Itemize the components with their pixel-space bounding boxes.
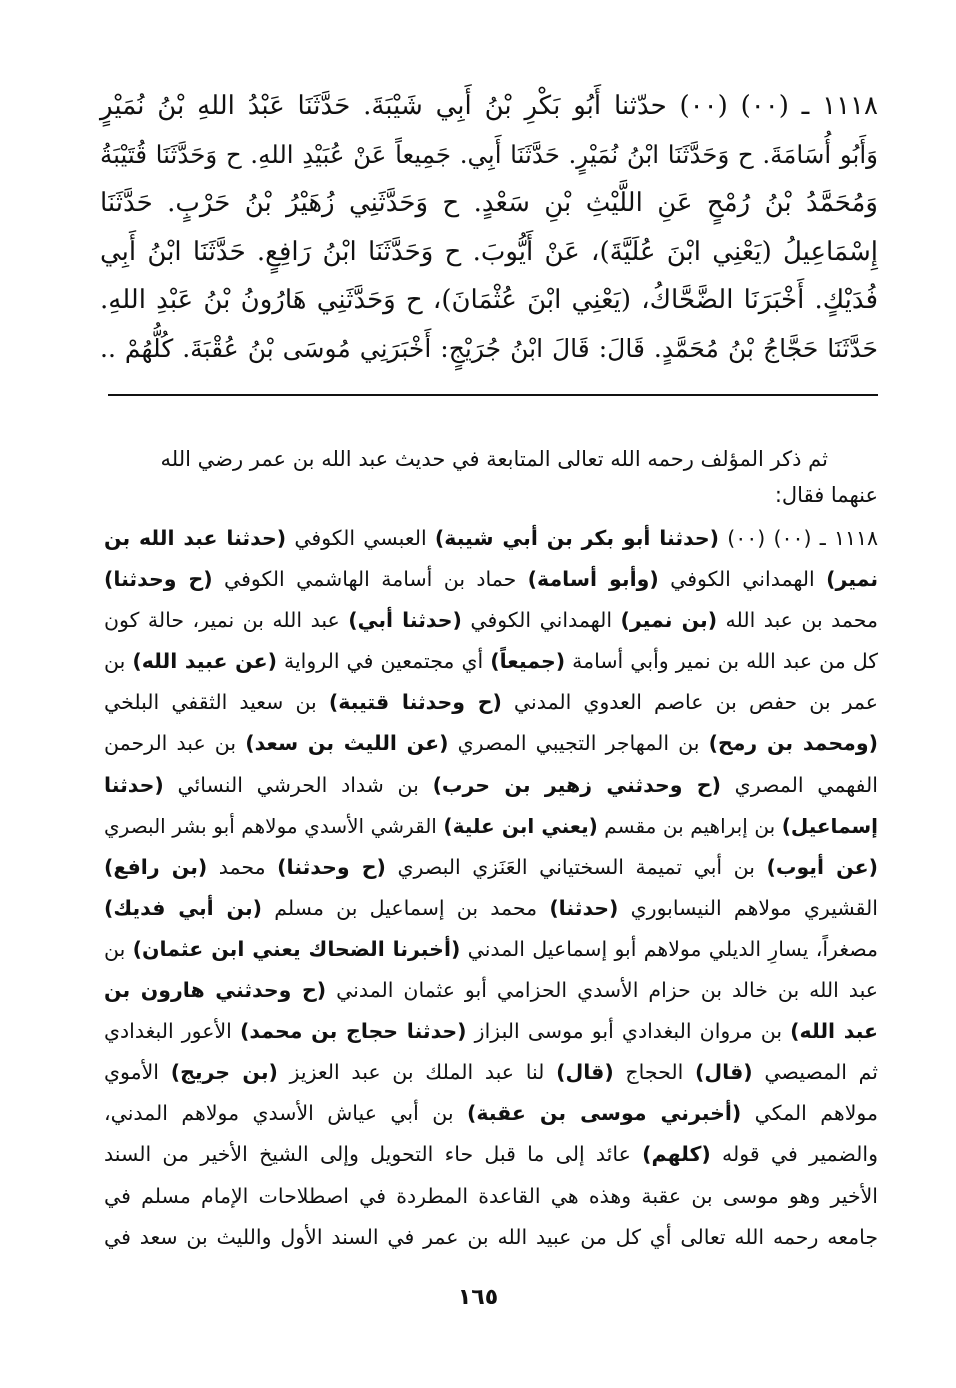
commentary-text: العبسي الكوفي xyxy=(286,526,435,550)
narration-phrase: (ح وحدثني هارون بن xyxy=(104,978,327,1003)
commentary-text: كل من عبد الله بن نمير وأبي أسامة xyxy=(565,649,878,674)
commentary-text: الأخير وهو موسى بن عقبة وهذه هي القاعدة المطردة في اصطلاحات الإمام مسلم في xyxy=(104,1183,878,1208)
commentary-line xyxy=(104,929,878,970)
commentary-text: محمد بن عبد الله xyxy=(717,608,878,633)
commentary-text: مولاهم المكي xyxy=(741,1101,878,1126)
commentary-line xyxy=(104,1093,878,1134)
commentary-text: بن xyxy=(104,649,133,674)
commentary-text: عبد الله بن نمير، حالة كون xyxy=(104,608,349,633)
narration-phrase: (وأبو أسامة) xyxy=(527,567,659,592)
commentary-line xyxy=(104,1011,878,1052)
commentary-line xyxy=(104,723,878,764)
narration-phrase: (ومحمد بن رمح) xyxy=(708,731,878,756)
commentary-text: القشيري مولاهم النيسابوري xyxy=(618,895,878,920)
commentary-text: ١١١٨ ـ (٠٠) (٠٠) xyxy=(719,526,879,550)
narration-phrase: (بن جريج) xyxy=(170,1060,278,1085)
hadith-line: إِسْمَاعِيلُ (يَعْنِي ابْنَ عُلَيَّةَ)، عَنْ أَيُّوبَ. ح وَحَدَّثَنَا ابْنُ رَافِعٍ. حَدَّثَنَا ابْنُ أَبِي xyxy=(100,236,878,267)
commentary-line xyxy=(104,641,878,682)
commentary-text: بن المهاجر التجيبي المصري xyxy=(448,731,709,756)
commentary-line xyxy=(104,1217,878,1258)
commentary-text: بن أبي عياش الأسدي مولاهم المدني، xyxy=(104,1101,467,1126)
commentary-line xyxy=(104,600,878,641)
narration-phrase: (حدثنا حجاج بن محمد) xyxy=(240,1019,467,1044)
commentary-text-block xyxy=(104,518,878,1258)
narration-phrase: (ح وحدثنا) xyxy=(277,854,386,879)
commentary-text: الأموي xyxy=(104,1060,171,1085)
commentary-text: الهمداني الكوفي xyxy=(658,567,827,592)
hadith-text-block xyxy=(100,82,878,373)
commentary-line xyxy=(104,1052,878,1093)
narration-phrase: (جميعاً) xyxy=(490,649,566,674)
commentary-line xyxy=(104,682,878,723)
narration-phrase: (قال) xyxy=(556,1060,614,1085)
commentary-text: بن xyxy=(104,936,133,961)
commentary-text: الأعور البغدادي xyxy=(104,1019,240,1044)
commentary-text: الفهمي المصري xyxy=(720,772,878,797)
hadith-line: وَأَبُو أُسَامَةَ. ح وَحَدَّثَنَا ابْنُ نُمَيْرٍ. حَدَّثَنَا أَبِي. جَمِيعاً عَنْ عُبَيْدِ اللهِ. ح وَحَدَّثَنَا قُتَيْبَةُ xyxy=(100,139,878,169)
commentary-line xyxy=(104,888,878,929)
commentary-text: ثم المصيصي xyxy=(752,1060,878,1085)
commentary-text: والضمير في قوله xyxy=(710,1142,879,1167)
narration-phrase: (كلهم) xyxy=(642,1142,711,1167)
intro-line: ثم ذكر المؤلف رحمه الله تعالى المتابعة في حديث عبد الله بن عمر رضي الله xyxy=(160,447,828,471)
narration-phrase: (بن نمير) xyxy=(620,608,718,633)
narration-phrase: (أخبرني موسى بن عقبة) xyxy=(466,1101,742,1126)
narration-phrase: إسماعيل) xyxy=(781,813,878,838)
commentary-intro xyxy=(108,441,878,513)
narration-phrase: (حدثنا أبو بكر بن أبي شيبة) xyxy=(434,526,720,550)
commentary-text: عبد الله بن خالد بن حزام الأسدي الحزامي أبو عثمان المدني xyxy=(326,978,878,1003)
commentary-text: بن مروان البغدادي أبو موسى البزاز xyxy=(466,1019,791,1044)
commentary-text: بن شداد الحرشي النسائي xyxy=(163,772,433,797)
narration-phrase: (أخبرنا الضحاك يعني ابن عثمان) xyxy=(132,936,461,961)
hadith-line: ١١١٨ ـ (٠٠) (٠٠) حدّثنا أَبُو بَكْرِ بْنُ أَبِي شَيْبَةَ. حَدَّثَنَا عَبْدُ اللهِ بْنُ نُمَيْرٍ xyxy=(100,91,878,121)
commentary-text: جامعه رحمه الله تعالى أي كل من عبيد الله بن عمر في السند الأول والليث بن سعد في xyxy=(104,1224,878,1249)
narration-phrase: (حدثنا عبد الله بن xyxy=(104,526,287,550)
narration-phrase: (ح وحدثنا) xyxy=(104,567,213,592)
commentary-line xyxy=(104,970,878,1011)
commentary-text: محمد بن إسماعيل بن مسلم xyxy=(262,895,550,920)
narration-phrase: (عن عبيد الله) xyxy=(132,649,277,674)
hadith-line: حَدَّثَنَا حَجَّاجُ بْنُ مُحَمَّدٍ. قَالَ: قَالَ ابْنُ جُرَيْجٍ: أَخْبَرَنِي مُوسَى بْنُ عُقْبَةَ. كُلُّهُمْ .. xyxy=(100,333,878,363)
narration-phrase: (ح وحدثني زهير بن حرب) xyxy=(432,772,721,797)
narration-phrase: (عن أيوب) xyxy=(766,854,878,879)
commentary-text: عائد إلى ما قبل حاء التحويل وإلى الشيخ الأخير من السند xyxy=(104,1142,643,1167)
commentary-text: بن إبراهيم بن مقسم xyxy=(597,813,782,838)
commentary-text: بن عبد الرحمن xyxy=(104,731,246,756)
commentary-text: القرشي الأسدي مولاهم أبو بشر البصري xyxy=(104,813,444,838)
commentary-text: حماد بن أسامة الهاشمي الكوفي xyxy=(212,567,528,592)
narration-phrase: (عن الليث بن سعد) xyxy=(245,731,449,756)
commentary-line xyxy=(104,765,878,806)
narration-phrase: (يعني ابن علية) xyxy=(443,813,598,838)
commentary-text: عمر بن حفص بن عاصم العدوي المدني xyxy=(501,690,878,715)
commentary-text: محمد xyxy=(207,854,278,879)
commentary-line xyxy=(104,559,878,600)
intro-line: عنهما فقال: xyxy=(774,483,878,507)
commentary-text: الهمداني الكوفي xyxy=(461,608,621,633)
commentary-text: بن سعيد الثقفي البلخي xyxy=(104,690,329,715)
narration-phrase: (قال) xyxy=(695,1060,753,1085)
commentary-line xyxy=(104,1176,878,1217)
commentary-text: مصغراً، يسارِ الديلي مولاهم أبو إسماعيل المدني xyxy=(460,936,879,961)
commentary-line xyxy=(104,847,878,888)
narration-phrase: (حدثنا) xyxy=(549,895,619,920)
commentary-text: الحجاج xyxy=(613,1060,695,1085)
narration-phrase: (حدثنا أبي) xyxy=(348,608,462,633)
commentary-line xyxy=(104,806,878,847)
narration-phrase: عبد الله) xyxy=(790,1019,879,1044)
page-number: ١٦٥ xyxy=(457,1285,499,1310)
narration-phrase: نمير) xyxy=(826,567,879,592)
narration-phrase: (بن أبي فديك) xyxy=(104,895,263,920)
commentary-text: لنا عبد الملك بن عبد العزيز xyxy=(277,1060,557,1085)
hadith-line: فُدَيْكٍ. أَخْبَرَنَا الضَّحَّاكُ، (يَعْنِي ابْنَ عُثْمَانَ)، ح وَحَدَّثَنِي هَارُونُ بْنُ عَبْدِ اللهِ. xyxy=(100,285,878,315)
narration-phrase: (ح وحدثنا قتيبة) xyxy=(328,690,502,715)
narration-phrase: (بن رافع) xyxy=(104,854,208,879)
commentary-line xyxy=(104,518,878,559)
hadith-line: وَمُحَمَّدُ بْنُ رُمْحٍ عَنِ اللَّيْثِ بْنِ سَعْدٍ. ح وَحَدَّثَنِي زُهَيْرُ بْنُ حَرْبٍ. حَدَّثَنَا xyxy=(100,188,878,218)
separator-rule xyxy=(108,394,878,396)
commentary-text: بن أبي تميمة السختياني العَنَزي البصري xyxy=(385,854,767,879)
narration-phrase: (حدثنا xyxy=(104,772,164,797)
commentary-text: أي مجتمعين في الرواية xyxy=(276,649,491,674)
commentary-line xyxy=(104,1134,878,1175)
